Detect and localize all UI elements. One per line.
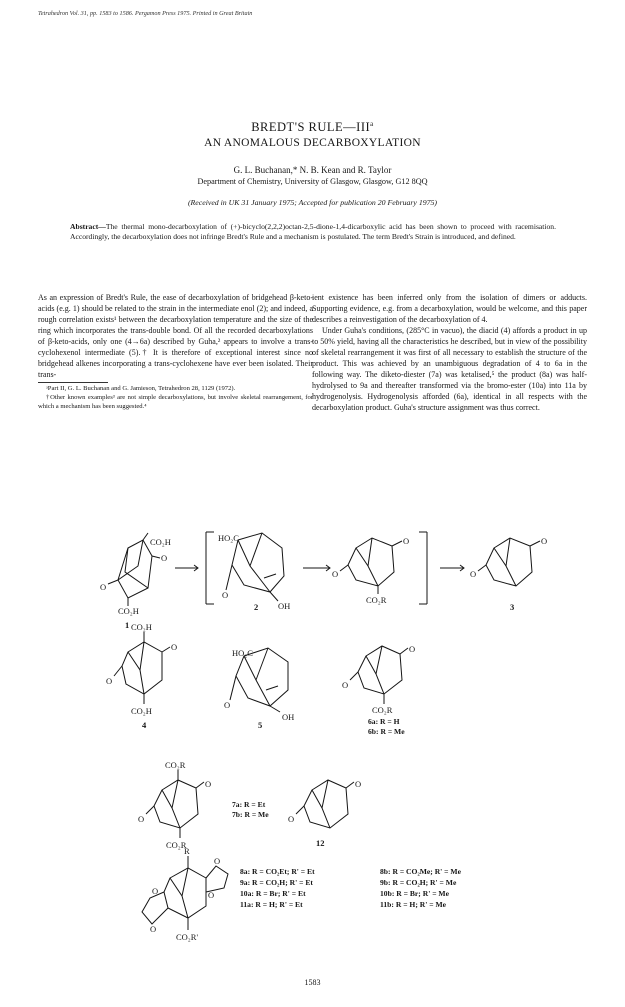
s8-o3: O bbox=[152, 886, 159, 896]
s7-co2r-bottom: CO₂R bbox=[166, 840, 187, 850]
s8-o1: O bbox=[214, 856, 221, 866]
s3-o-right: O bbox=[541, 536, 548, 546]
s1-co2h-bottom: CO₂H bbox=[118, 606, 139, 616]
label-11b: 11b: R = H; R' = Me bbox=[380, 900, 447, 909]
arrow-1 bbox=[175, 565, 198, 571]
mid-o-left: O bbox=[332, 569, 339, 579]
label-10b: 10b: R = Br; R' = Me bbox=[380, 889, 449, 898]
footnote-a: ᵃPart II, G. L. Buchanan and G. Jamieson, Tetrahedron 28, 1129 (1972). bbox=[46, 385, 236, 393]
running-head: Tetrahedron Vol. 31, pp. 1583 to 1586. Pergamon Press 1975. Printed in Great Britain bbox=[38, 10, 253, 17]
bracket-left bbox=[206, 532, 214, 604]
s6-o: O bbox=[409, 644, 416, 654]
structure-6 bbox=[350, 646, 408, 704]
s7-o-left: O bbox=[138, 814, 145, 824]
s8-o2: O bbox=[208, 890, 215, 900]
label-9a: 9a: R = CO₂H; R' = Et bbox=[240, 878, 313, 887]
page-number: 1583 bbox=[304, 978, 321, 987]
abstract-text: The thermal mono-decarboxylation of (+)-bicyclo(2,2,2)octan-2,5-dione-1,4-dicarboxylic acid has been shown to proceed with racemisation. Accordingly, the decarboxylation does not infringe Bredt's Rule and a mechanism is postulated. The term Bredt's Strain is introduced, and defined. bbox=[70, 222, 556, 242]
structure-2 bbox=[226, 533, 284, 601]
compound-4-label: 4 bbox=[142, 720, 147, 730]
s4-co2h-top: CO₂H bbox=[131, 622, 152, 632]
footnote-dagger: †Other known examples³ are not simple decarboxylations, but involve skeletal rearrangement, for which a mechanism has been suggested.⁴ bbox=[38, 393, 313, 410]
mid-o-top: O bbox=[403, 536, 410, 546]
s5-oh: OH bbox=[282, 712, 295, 722]
structure-12 bbox=[296, 780, 354, 828]
compound-6b-label: 6b: R = Me bbox=[368, 727, 405, 736]
compound-3-label: 3 bbox=[510, 602, 515, 612]
paper-title: BREDT'S RULE—III$^a$ bbox=[251, 120, 374, 135]
s2-ho2c: HO₂C bbox=[218, 533, 239, 543]
structure-4 bbox=[114, 632, 170, 704]
s4-o: O bbox=[171, 642, 178, 652]
s12-o-left: O bbox=[288, 814, 295, 824]
received-dates: (Received in UK 31 January 1975; Accepted for publication 20 February 1975) bbox=[187, 198, 438, 207]
label-9b: 9b: R = CO₂H; R' = Me bbox=[380, 878, 457, 887]
compound-1-label: 1 bbox=[125, 620, 130, 630]
compound-12-label: 12 bbox=[316, 838, 325, 848]
s5-o: O bbox=[224, 700, 231, 710]
s4-co2h-bottom: CO₂H bbox=[131, 706, 152, 716]
s8-r: R bbox=[184, 846, 190, 856]
s2-o: O bbox=[222, 590, 229, 600]
s3-o-left: O bbox=[470, 569, 477, 579]
mid-co2r: CO₂R bbox=[366, 595, 387, 605]
left-paragraph-1: As an expression of Bredt's Rule, the ease of decarboxylation of bridgehead β-keto-acids (e.g. 1) should be related to the strain in the intermediate enol (2); and indeed, a rough correlation exists¹ between the decarboxylation temperature and the size of the ring which incorporates the trans-double bond. Of all the recorded decarboxylations of β-keto-acids, only one (4→6a) described by Guha,² appears to involve a trans-cyclohexenol intermediate (5).† It is therefore of exceptional interest since no bridgehead alkenes incorporating a trans-cyclohexene have ever been isolated. Their trans- bbox=[38, 293, 313, 380]
compound-7b-label: 7b: R = Me bbox=[232, 810, 269, 819]
arrow-2 bbox=[303, 565, 330, 571]
s7-o: O bbox=[205, 779, 212, 789]
structure-3 bbox=[478, 538, 540, 586]
s8-o4: O bbox=[150, 924, 157, 934]
s5-ho2c: HO₂C bbox=[232, 648, 253, 658]
structure-ester bbox=[340, 538, 402, 594]
paper-subtitle: AN ANOMALOUS DECARBOXYLATION bbox=[204, 137, 421, 149]
s4-o-left: O bbox=[106, 676, 113, 686]
s7-co2r-top: CO₂R bbox=[165, 760, 186, 770]
compound-5-label: 5 bbox=[258, 720, 263, 730]
s2-oh: OH bbox=[278, 601, 291, 611]
s1-co2h-top: CO₂H bbox=[150, 537, 171, 547]
label-11a: 11a: R = H; R' = Et bbox=[240, 900, 303, 909]
label-8b: 8b: R = CO₂Me; R' = Me bbox=[380, 867, 461, 876]
label-10a: 10a: R = Br; R' = Et bbox=[240, 889, 306, 898]
s1-o-left: O bbox=[100, 582, 107, 592]
label-8a: 8a: R = CO₂Et; R' = Et bbox=[240, 867, 315, 876]
right-paragraph-2: Under Guha's conditions, (285°C in vacuo), the diacid (4) affords a product in up to 50% yield, having all the characteristics he described, but in view of the possibility of skeletal rearrangement it was first of all necessary to establish the structure of the product. This was achieved by an unambiguous degradation of 4 to 6a in the following way. The diketo-diester (7a) was ketalised,⁵ the product (8a) was half-hydrolysed to 9a and thereafter transformed via the bromo-ester (10a) into 11a by hydrogenolysis. Hydrogenolysis afforded (6a), identical in all respects with the decarboxylation product. Guha's structure assignment was thus correct. bbox=[312, 326, 587, 413]
s1-o: O bbox=[161, 553, 168, 563]
s8-co2r: CO₂R' bbox=[176, 932, 198, 942]
arrow-3 bbox=[440, 565, 464, 571]
compound-2-label: 2 bbox=[254, 602, 259, 612]
affiliation: Department of Chemistry, University of Glasgow, Glasgow, G12 8QQ bbox=[197, 177, 428, 186]
structure-7 bbox=[146, 770, 204, 838]
s12-o: O bbox=[355, 779, 362, 789]
bracket-right bbox=[419, 532, 427, 604]
right-paragraph-1: ient existence has been inferred only from the isolation of dimers or adducts. Supporting evidence, e.g. from a decarboxylation, would be welcome, and this paper describes a reinvestigation of the decarboxylation of 4. bbox=[312, 293, 587, 325]
compound-7a-label: 7a: R = Et bbox=[232, 800, 266, 809]
abstract-label: Abstract— bbox=[70, 222, 106, 231]
s6-co2r: CO₂R bbox=[372, 705, 393, 715]
s6-o-left: O bbox=[342, 680, 349, 690]
authors: G. L. Buchanan,* N. B. Kean and R. Taylor bbox=[233, 165, 392, 175]
compound-6a-label: 6a: R = H bbox=[368, 717, 400, 726]
